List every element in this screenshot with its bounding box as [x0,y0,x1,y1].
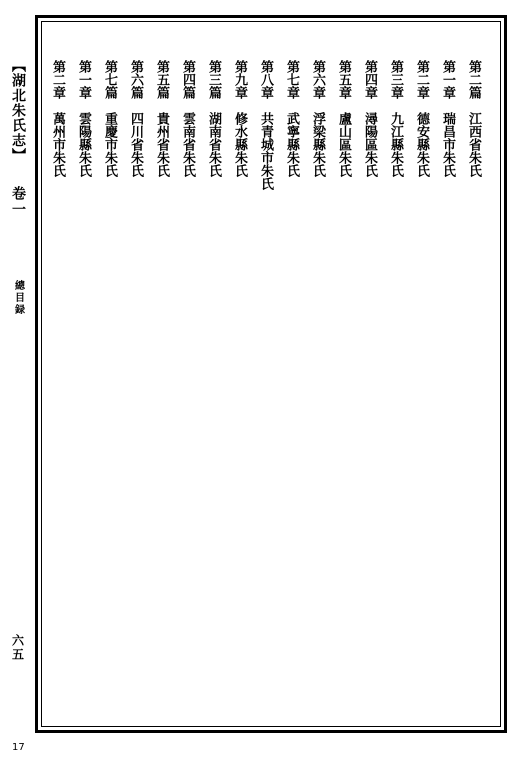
section-label: 總目録 [12,280,24,316]
toc-entry [96,60,122,190]
book-title: 【湖北朱氏志】 [10,58,26,163]
page-number: 六五 [10,634,25,662]
toc-entry-title: 共青城市朱氏 [258,112,273,190]
toc-entry [330,60,356,190]
toc-entry-heading: 第五章 [336,60,351,99]
toc-entry [148,60,174,190]
toc-entry-title: 湖南省朱氏 [206,112,221,177]
toc-entry [304,60,330,190]
toc-entry [460,60,486,190]
toc-entry-title: 瑞昌市朱氏 [440,112,455,177]
toc-entry-heading: 第六篇 [128,60,143,99]
toc-entry-heading: 第四章 [362,60,377,99]
toc-entry-heading: 第七章 [284,60,299,99]
toc-entry-heading: 第六章 [310,60,325,99]
toc-entry-title: 盧山區朱氏 [336,112,351,177]
toc-entry [174,60,200,190]
toc-entry-heading: 第二章 [414,60,429,99]
toc-entry-heading: 第九章 [232,60,247,99]
toc-entry-heading: 第三篇 [206,60,221,99]
toc-entry-heading: 第五篇 [154,60,169,99]
toc-entry-title: 雲陽縣朱氏 [76,112,91,177]
toc-entry [226,60,252,190]
page-frame-inner [41,21,501,727]
volume-label: 卷一 [10,186,26,218]
toc-entry-title: 萬州市朱氏 [50,112,65,177]
toc-entry-title: 德安縣朱氏 [414,112,429,177]
toc-entry-title: 浮梁縣朱氏 [310,112,325,177]
toc-entry-heading: 第七篇 [102,60,117,99]
table-of-contents [44,60,486,190]
toc-entry [356,60,382,190]
toc-entry-title: 四川省朱氏 [128,112,143,177]
margin-column [0,58,36,678]
toc-entry [252,60,278,190]
toc-entry-heading: 第八章 [258,60,273,99]
toc-entry-heading: 第二章 [50,60,65,99]
toc-entry [44,60,70,190]
toc-entry-heading: 第四篇 [180,60,195,99]
toc-entry [408,60,434,190]
toc-entry-heading: 第一章 [76,60,91,99]
toc-entry-title: 修水縣朱氏 [232,112,247,177]
toc-entry-title: 貴州省朱氏 [154,112,169,177]
toc-entry [122,60,148,190]
toc-entry [382,60,408,190]
toc-entry-title: 潯陽區朱氏 [362,112,377,177]
toc-entry [70,60,96,190]
toc-entry-title: 江西省朱氏 [466,112,481,177]
toc-entry-heading: 第三章 [388,60,403,99]
toc-entry [278,60,304,190]
toc-entry-title: 九江縣朱氏 [388,112,403,177]
toc-entry-title: 重慶市朱氏 [102,112,117,177]
toc-entry [434,60,460,190]
toc-entry-heading: 第一章 [440,60,455,99]
toc-entry-title: 武寧縣朱氏 [284,112,299,177]
scan-page-number: 17 [12,742,25,753]
toc-entry-heading: 第二篇 [466,60,481,99]
toc-entry [200,60,226,190]
toc-entry-title: 雲南省朱氏 [180,112,195,177]
